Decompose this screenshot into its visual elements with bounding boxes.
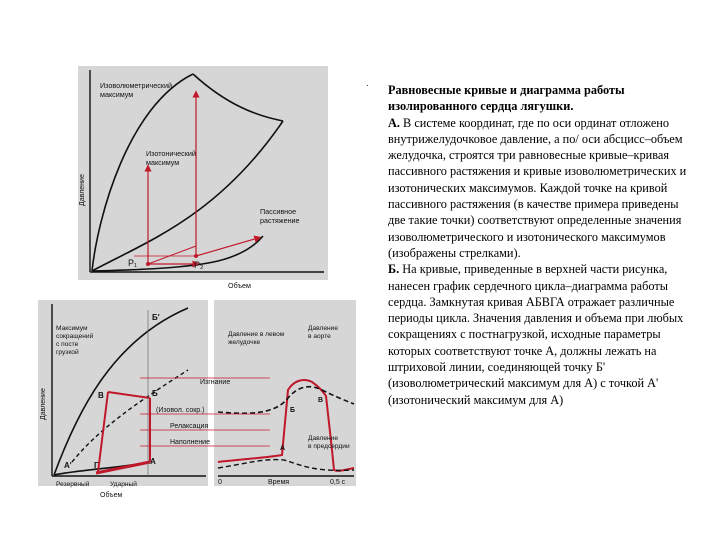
point-a: А	[150, 457, 156, 466]
atrium-label: Давление в предсердии	[308, 435, 350, 450]
stray-dot: .	[366, 78, 369, 89]
equilibrium-curves-figure	[78, 66, 328, 290]
stroke-label: Ударный	[110, 481, 137, 488]
p2-label: P₂	[194, 260, 204, 270]
arrow-p2-isotonic	[196, 238, 258, 256]
point-a-prime: А'	[64, 461, 72, 470]
relax-label: Релаксация	[170, 423, 209, 430]
part-b-lead: Б.	[388, 262, 400, 277]
figure-description	[388, 82, 688, 408]
point-p2	[194, 254, 198, 258]
point-b: Б	[152, 389, 158, 398]
pv-xlabel: Объем	[100, 492, 123, 499]
lv-point-v: В	[318, 397, 324, 404]
y-axis-label: Давление	[79, 174, 86, 206]
lv-point-a: А	[280, 445, 286, 452]
point-v: В	[98, 391, 104, 400]
equilibrium-curves-svg	[78, 66, 328, 290]
passive-stretch-curve	[92, 236, 263, 271]
ejection-label: Изгнание	[200, 379, 231, 386]
p1-label: P₁	[128, 258, 138, 268]
point-b-prime: Б'	[152, 313, 160, 322]
time-zero: 0	[218, 479, 222, 486]
filling-label: Наполнение	[170, 439, 210, 446]
time-end: 0,5 с	[330, 479, 346, 486]
isotonic-label: Изотонический максимум	[146, 149, 196, 167]
load-label: Максимум сокращений с посте грузкой	[56, 325, 94, 356]
lv-label: Давление в левом желудочке	[228, 331, 285, 346]
isovol-label: (Изовол. сокр.)	[156, 407, 205, 414]
p1-diag	[148, 246, 196, 264]
point-g: Г	[94, 461, 99, 470]
point-p1	[146, 262, 150, 266]
description-title: Равновесные кривые и диаграмма работы изолированного сердца лягушки.	[388, 83, 625, 114]
part-b-text: На кривые, приведенные в верхней части рисунка, нанесен график сердечного цикла–диаграмма работы сердца. Замкнутая кривая АБВГА отражает различные периоды цикла. Значения давления и объема при любых сокращениях с постнагрузкой, исходные параметры которых соответствуют точке А, должны лежать на штриховой линии, соединяющей точку Б' (изоволюметрический максимум для А) с точкой А' (изотонический максимум для А)	[388, 262, 684, 407]
passive-label: Пассивное растяжение	[260, 207, 300, 225]
x-axis-label: Объем	[228, 281, 251, 290]
lv-point-b: Б	[290, 407, 296, 414]
part-a-lead: А.	[388, 115, 400, 130]
part-a-text: В системе координат, где по оси ординат отложено внутрижелудочковое давление, а по/ оси абсцисс–объем желудочка, строятся три равновесные кривые–кривая пассивного растяжения и кривые изоволюметрических и изотонических максимумов. Каждой точке на кривой пассивного растяжения (в качестве примера приведены две такие точки) соответствуют определенные значения изоволюметрического и изотонического максимумов (изображены стрелками).	[388, 115, 687, 260]
curves-junction	[193, 74, 283, 121]
isometric-curve	[92, 74, 193, 271]
aorta-label: Давление в аорте	[308, 325, 338, 340]
phase-labels	[90, 370, 300, 480]
reserve-label: Резервный	[56, 481, 90, 488]
isotonic-curve	[92, 121, 283, 271]
time-label: Время	[268, 479, 290, 486]
isometric-label: Изоволюметрический максимум	[100, 81, 172, 99]
y-axis-label: Давление	[40, 388, 47, 420]
